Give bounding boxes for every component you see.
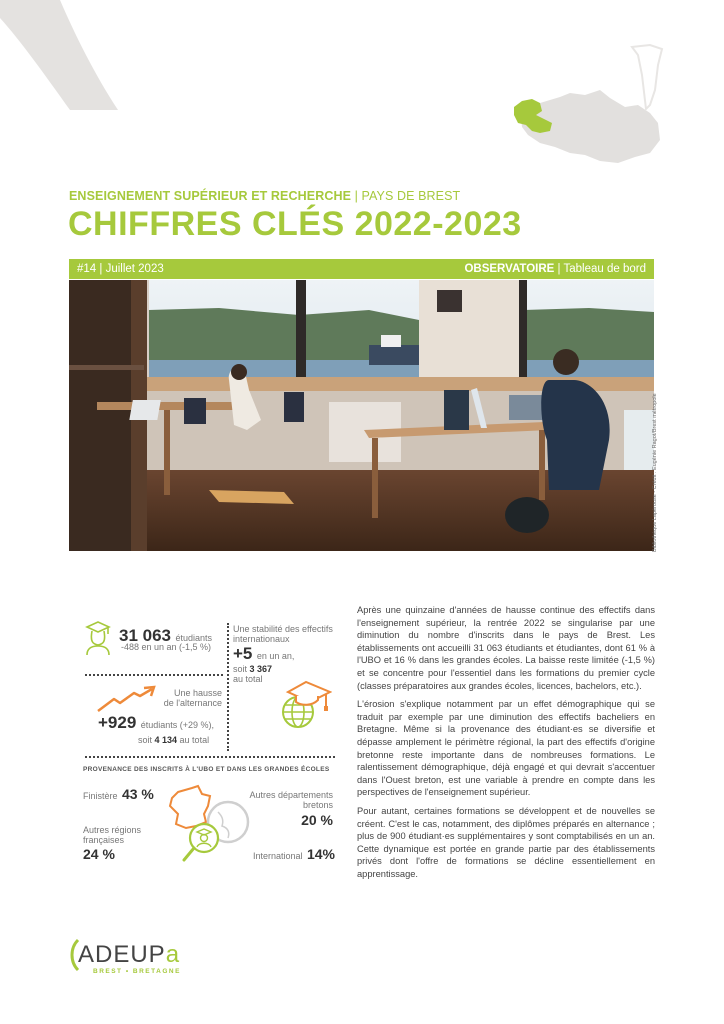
- dotted-divider-2: [85, 756, 335, 758]
- kicker-territory: PAYS DE BREST: [361, 189, 461, 203]
- international-figure: [233, 644, 294, 664]
- alternance-heading: [160, 688, 222, 708]
- paragraph-3: Pour autant, certaines formations se développent et de nouvelles se créent. C'est le cas, notamment, des diplômes préparés en alternance ; plus de 900 étudiant·es supplémentaires y sont comptabilisés en un an. Cette dynamique est portée en grande partie par des établissements privés dont l'offre de formations se décline essentiellement en apprentissage.: [357, 805, 655, 879]
- finistere-value: 43 %: [121, 786, 154, 802]
- international-total: [233, 664, 272, 684]
- international-total-value: 3 367: [249, 664, 273, 674]
- international-total-prefix: soit: [233, 664, 250, 674]
- alternance-change: étudiants (+29 %),: [140, 720, 215, 730]
- alternance-heading-line1: Une hausse: [173, 688, 222, 698]
- alternance-value: +929: [98, 713, 137, 732]
- photo-credit-text: Bibliothèque Lapérouse - Crédit : Eugénie Ragot/Brest métropole: [652, 393, 658, 552]
- logo-suffix: a: [165, 941, 181, 968]
- origin-illustration-icon: [166, 784, 252, 864]
- international-heading: Une stabilité des effectifs internationaux: [233, 624, 333, 644]
- students-value: 31 063: [119, 626, 171, 645]
- alternance-total-suffix: au total: [177, 735, 210, 745]
- globe-graduation-cap-icon: [276, 680, 332, 730]
- alternance-heading-line2: de l'alternance: [163, 698, 222, 708]
- article-body: [357, 604, 655, 886]
- kicker-topic: ENSEIGNEMENT SUPÉRIEUR ET RECHERCHE: [69, 189, 352, 203]
- series-separator: |: [554, 263, 564, 275]
- brittany-map: [500, 35, 670, 170]
- origin-international: [250, 846, 335, 864]
- dotted-divider-1: [85, 674, 223, 676]
- kicker-line: [69, 189, 460, 203]
- students-unit: étudiants: [175, 633, 212, 643]
- france-outline-icon: [170, 786, 210, 828]
- logo-tagline: BREST • BRETAGNE: [93, 968, 181, 975]
- alternance-figure: [98, 713, 214, 733]
- finistere-label: Finistère: [83, 791, 118, 801]
- series-label: [464, 263, 646, 275]
- adeupa-logo: [68, 938, 198, 988]
- series-name: OBSERVATOIRE: [464, 263, 555, 275]
- kicker-separator: |: [351, 189, 362, 203]
- autres-regions-value: 24 %: [83, 846, 115, 862]
- search-student-icon: [184, 824, 218, 860]
- library-photo: [69, 280, 654, 551]
- rising-trend-arrow-icon: [96, 685, 158, 713]
- issue-number-date: #14 | Juillet 2023: [77, 263, 164, 275]
- international-total-suffix: au total: [233, 674, 263, 684]
- students-change: -488 en un an (-1,5 %): [121, 642, 212, 652]
- page-title: CHIFFRES CLÉS 2022-2023: [68, 205, 522, 243]
- autres-regions-label: Autres régions françaises: [83, 825, 142, 845]
- photo-credit: [652, 362, 666, 552]
- origin-finistere: [83, 786, 154, 804]
- dotted-divider-vertical: [227, 623, 229, 751]
- international-origin-label: International: [252, 851, 303, 861]
- graduate-student-icon: [84, 620, 112, 656]
- series-type: Tableau de bord: [563, 263, 646, 275]
- library-scene-illustration: [69, 280, 654, 551]
- corner-swoosh-decoration: [0, 0, 130, 115]
- international-change: en un an,: [256, 651, 295, 661]
- logo-name: ADEUP: [78, 941, 166, 968]
- issue-band: [69, 259, 654, 279]
- international-value: +5: [233, 644, 253, 663]
- paragraph-1: Après une quinzaine d'années de hausse continue des effectifs dans l'enseignement supérieur, la rentrée 2022 se singularise par une diminution du nombre d'inscrits dans le pays de Brest. Les établissements ont accueilli 31 063 étudiants et étudiantes, dont 61 % à l'UBO et 16 % dans les grandes écoles. La baisse reste limitée (-1,5 %) et se concentre pour l'essentiel dans les formations du premier cycle (classes préparatoires aux grandes écoles, licences, bachelors, etc.).: [357, 605, 655, 691]
- alternance-total: [138, 735, 209, 745]
- autres-departements-value: 20 %: [301, 812, 333, 828]
- international-origin-value: 14%: [306, 846, 335, 862]
- logo-wordmark: [78, 941, 180, 969]
- normandy-outline: [632, 45, 662, 109]
- alternance-total-value: 4 134: [154, 735, 178, 745]
- paragraph-2: L'érosion s'explique notamment par un effet démographique qui se traduit par exemple par une diminution des effectifs bacheliers en Bretagne. Même si la provenance des étudiant·es se diversifie et dépasse amplement le périmètre régional, la part des effectifs d'origine bretonne reste importante dans de nombreuses formations. Le ralentissement démographique, déjà engagé et qui devrait s'accentuer dans l'Ouest breton, est une variable à prendre en compte dans les perspectives de l'enseignement supérieur.: [357, 699, 655, 798]
- alternance-total-prefix: soit: [138, 735, 155, 745]
- origin-section-title: PROVENANCE DES INSCRITS À L'UBO ET DANS LES GRANDES ÉCOLES: [83, 766, 330, 773]
- autres-departements-label: Autres départements bretons: [249, 790, 333, 810]
